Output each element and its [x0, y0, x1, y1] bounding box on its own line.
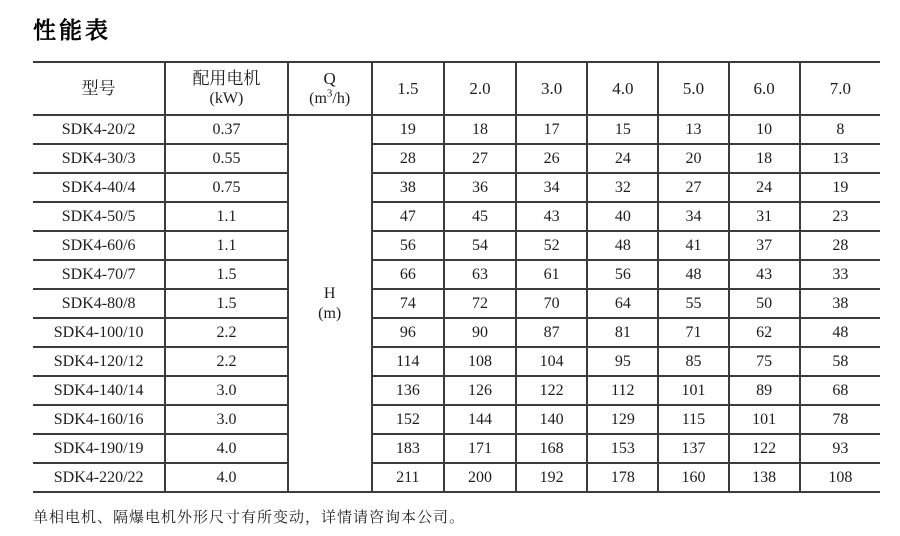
- footnote: 单相电机、隔爆电机外形尺寸有所变动，详情请咨询本公司。: [33, 510, 466, 526]
- table-body: [33, 115, 880, 492]
- kw-cell: 1.1: [165, 231, 287, 260]
- motor-header-unit: (kW): [209, 90, 244, 108]
- head-value-cell: 137: [658, 434, 728, 463]
- head-value-cell: 34: [658, 202, 728, 231]
- head-value-cell: 171: [444, 434, 516, 463]
- kw-cell: 0.55: [165, 144, 287, 173]
- head-value-cell: 85: [658, 347, 728, 376]
- flow-value-header: 5.0: [658, 62, 728, 115]
- head-value-cell: 31: [729, 202, 800, 231]
- flow-header-unit: $(m^3/h)$: [309, 87, 351, 108]
- flow-value-header: 3.0: [516, 62, 587, 115]
- head-value-cell: 19: [800, 173, 880, 202]
- head-value-cell: 18: [444, 115, 516, 144]
- head-value-cell: 122: [729, 434, 800, 463]
- head-value-cell: 27: [444, 144, 516, 173]
- head-value-cell: 56: [587, 260, 658, 289]
- model-cell: SDK4-40/4: [33, 173, 165, 202]
- page-title: 性能表: [33, 17, 111, 43]
- head-column-label: [288, 115, 372, 492]
- kw-cell: 3.0: [165, 405, 287, 434]
- head-value-cell: 64: [587, 289, 658, 318]
- model-cell: SDK4-20/2: [33, 115, 165, 144]
- head-value-cell: 62: [729, 318, 800, 347]
- head-value-cell: 50: [729, 289, 800, 318]
- head-value-cell: 66: [372, 260, 444, 289]
- head-value-cell: 41: [658, 231, 728, 260]
- head-value-cell: 108: [444, 347, 516, 376]
- kw-cell: 2.2: [165, 347, 287, 376]
- head-value-cell: 20: [658, 144, 728, 173]
- header-row: [33, 62, 880, 115]
- head-value-cell: 43: [516, 202, 587, 231]
- head-value-cell: 95: [587, 347, 658, 376]
- table-row: [33, 318, 880, 347]
- model-cell: SDK4-120/12: [33, 347, 165, 376]
- head-value-cell: 70: [516, 289, 587, 318]
- model-cell: SDK4-60/6: [33, 231, 165, 260]
- head-value-cell: 36: [444, 173, 516, 202]
- head-value-cell: 40: [587, 202, 658, 231]
- head-value-cell: 168: [516, 434, 587, 463]
- head-value-cell: 15: [587, 115, 658, 144]
- head-value-cell: 75: [729, 347, 800, 376]
- table-row: [33, 173, 880, 202]
- head-value-cell: 211: [372, 463, 444, 492]
- flow-value-header: 6.0: [729, 62, 800, 115]
- performance-table: [33, 61, 880, 493]
- table-row: [33, 376, 880, 405]
- head-value-cell: 74: [372, 289, 444, 318]
- head-value-cell: 153: [587, 434, 658, 463]
- table-row: [33, 202, 880, 231]
- head-value-cell: 43: [729, 260, 800, 289]
- flow-column-header: [288, 62, 372, 115]
- head-value-cell: 24: [729, 173, 800, 202]
- kw-cell: 3.0: [165, 376, 287, 405]
- table-row: [33, 260, 880, 289]
- head-value-cell: 48: [587, 231, 658, 260]
- head-value-cell: 28: [372, 144, 444, 173]
- table-row: [33, 463, 880, 492]
- model-cell: SDK4-100/10: [33, 318, 165, 347]
- head-value-cell: 26: [516, 144, 587, 173]
- head-value-cell: 27: [658, 173, 728, 202]
- head-value-cell: 45: [444, 202, 516, 231]
- head-value-cell: 54: [444, 231, 516, 260]
- flow-value-header: 4.0: [587, 62, 658, 115]
- head-value-cell: 144: [444, 405, 516, 434]
- table-row: [33, 405, 880, 434]
- head-value-cell: 89: [729, 376, 800, 405]
- model-cell: SDK4-50/5: [33, 202, 165, 231]
- kw-cell: 4.0: [165, 463, 287, 492]
- head-value-cell: 34: [516, 173, 587, 202]
- model-cell: SDK4-80/8: [33, 289, 165, 318]
- kw-cell: 0.37: [165, 115, 287, 144]
- motor-header-name: 配用电机: [192, 68, 261, 88]
- head-value-cell: 37: [729, 231, 800, 260]
- model-cell: SDK4-220/22: [33, 463, 165, 492]
- head-value-cell: 10: [729, 115, 800, 144]
- head-value-cell: 48: [658, 260, 728, 289]
- motor-column-header: [165, 62, 287, 115]
- head-value-cell: 18: [729, 144, 800, 173]
- head-value-cell: 200: [444, 463, 516, 492]
- head-value-cell: 52: [516, 231, 587, 260]
- head-value-cell: 56: [372, 231, 444, 260]
- head-value-cell: 33: [800, 260, 880, 289]
- head-value-cell: 13: [658, 115, 728, 144]
- kw-cell: 4.0: [165, 434, 287, 463]
- kw-cell: 1.5: [165, 260, 287, 289]
- flow-header-symbol: Q: [323, 68, 336, 88]
- kw-cell: 1.5: [165, 289, 287, 318]
- head-value-cell: 96: [372, 318, 444, 347]
- head-value-cell: 87: [516, 318, 587, 347]
- head-value-cell: 32: [587, 173, 658, 202]
- kw-cell: 0.75: [165, 173, 287, 202]
- table-row: [33, 144, 880, 173]
- model-cell: SDK4-190/19: [33, 434, 165, 463]
- model-column-header: 型号: [33, 62, 165, 115]
- head-value-cell: 126: [444, 376, 516, 405]
- head-value-cell: 19: [372, 115, 444, 144]
- head-value-cell: 136: [372, 376, 444, 405]
- head-value-cell: 183: [372, 434, 444, 463]
- flow-value-header: 7.0: [800, 62, 880, 115]
- head-value-cell: 114: [372, 347, 444, 376]
- head-value-cell: 38: [800, 289, 880, 318]
- head-value-cell: 152: [372, 405, 444, 434]
- flow-value-header: 1.5: [372, 62, 444, 115]
- head-value-cell: 63: [444, 260, 516, 289]
- model-cell: SDK4-160/16: [33, 405, 165, 434]
- head-value-cell: 48: [800, 318, 880, 347]
- model-cell: SDK4-140/14: [33, 376, 165, 405]
- kw-cell: 1.1: [165, 202, 287, 231]
- head-value-cell: 71: [658, 318, 728, 347]
- head-value-cell: 104: [516, 347, 587, 376]
- table-row: [33, 115, 880, 144]
- head-value-cell: 93: [800, 434, 880, 463]
- head-value-cell: 78: [800, 405, 880, 434]
- table-row: [33, 434, 880, 463]
- head-value-cell: 129: [587, 405, 658, 434]
- table-row: [33, 347, 880, 376]
- head-value-cell: 115: [658, 405, 728, 434]
- model-cell: SDK4-70/7: [33, 260, 165, 289]
- head-value-cell: 192: [516, 463, 587, 492]
- head-value-cell: 68: [800, 376, 880, 405]
- head-value-cell: 90: [444, 318, 516, 347]
- kw-cell: 2.2: [165, 318, 287, 347]
- head-value-cell: 140: [516, 405, 587, 434]
- head-value-cell: 138: [729, 463, 800, 492]
- head-value-cell: 160: [658, 463, 728, 492]
- head-value-cell: 101: [729, 405, 800, 434]
- head-header-symbol: H: [323, 284, 336, 302]
- head-value-cell: 23: [800, 202, 880, 231]
- head-value-cell: 28: [800, 231, 880, 260]
- head-value-cell: 8: [800, 115, 880, 144]
- head-value-cell: 24: [587, 144, 658, 173]
- head-value-cell: 55: [658, 289, 728, 318]
- head-value-cell: 72: [444, 289, 516, 318]
- table-row: [33, 231, 880, 260]
- head-value-cell: 112: [587, 376, 658, 405]
- model-cell: SDK4-30/3: [33, 144, 165, 173]
- head-value-cell: 101: [658, 376, 728, 405]
- head-value-cell: 61: [516, 260, 587, 289]
- head-value-cell: 47: [372, 202, 444, 231]
- head-value-cell: 17: [516, 115, 587, 144]
- flow-value-header: 2.0: [444, 62, 516, 115]
- head-value-cell: 81: [587, 318, 658, 347]
- head-value-cell: 122: [516, 376, 587, 405]
- head-value-cell: 58: [800, 347, 880, 376]
- head-value-cell: 108: [800, 463, 880, 492]
- head-value-cell: 13: [800, 144, 880, 173]
- head-value-cell: 38: [372, 173, 444, 202]
- head-value-cell: 178: [587, 463, 658, 492]
- table-row: [33, 289, 880, 318]
- head-header-unit: (m): [318, 304, 342, 322]
